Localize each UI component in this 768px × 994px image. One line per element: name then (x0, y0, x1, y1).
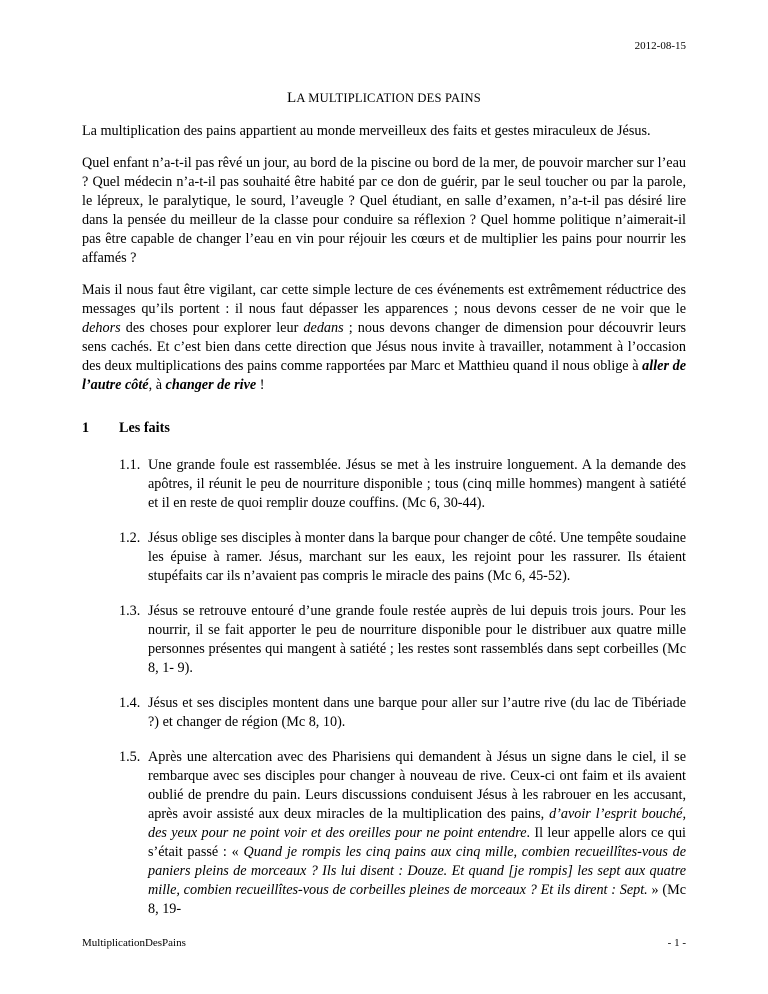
paragraph-questions: Quel enfant n’a-t-il pas rêvé un jour, au bord de la piscine ou bord de la mer, de pouvoir marcher sur l’eau ? Quel médecin n’a-t-il pas souhaité être habité par ce don de guérir, par le seul toucher ou par la parole, le lépreux, le paralytique, le sourd, l’aveugle ? Quel étudiant, en salle d’examen, n’a-t-il pas désiré lire dans la pensée du meilleur de la classe pour conduire sa réflexion ? Quel homme politique n’aimerait-il pas être capable de changer l’eau en vin pour réjouir les cœurs et de multiplier les pains pour nourrir les affamés ? (82, 155, 686, 266)
title-rest: A MULTIPLICATION DES PAINS (296, 91, 481, 105)
item-text: Jésus oblige ses disciples à monter dans la barque pour changer de côté. Une tempête soudaine les épuise à ramer. Jésus, marchant sur les eaux, les rejoint pour les rassurer. Ils étaient stupéfaits car ils n’avaient pas compris le miracle des pains (Mc 6, 45-52). (148, 530, 686, 584)
text-run: . Il leur appelle alors ce qui s’était passé : « (148, 825, 686, 860)
section-title: Les faits (119, 420, 170, 436)
footer-page-number: - 1 - (667, 937, 686, 949)
header-date: 2012-08-15 (634, 40, 686, 52)
text-run: » (Mc 8, 19- (148, 882, 686, 917)
emphasis-changer-rive: changer de rive (165, 377, 257, 393)
text-run: Après une altercation avec des Pharisiens qui demandent à Jésus un signe dans le ciel, il se rembarque avec ses disciples pour changer à nouveau de rive. Ceux-ci ont faim et ils avaient oublié de prendre du pain. Leurs discussions conduisent Jésus à les rabrouer en les accusant, après avoir assisté aux deux miracles de la multiplication des pains, (148, 749, 686, 822)
text-run: ! (256, 377, 265, 393)
item-number: 1.2. (119, 530, 141, 546)
item-number: 1.4. (119, 695, 141, 711)
emphasis-quote: d’avoir l’esprit bouché, des yeux pour ne point voir et des oreilles pour ne point entendre (148, 806, 686, 841)
paragraph-intro: La multiplication des pains appartient au monde merveilleux des faits et gestes miraculeux de Jésus. (82, 123, 651, 139)
title-first-letter: L (287, 90, 297, 106)
section-number: 1 (82, 420, 90, 436)
item-text: Jésus et ses disciples montent dans une barque pour aller sur l’autre rive (du lac de Tibériade ?) et changer de région (Mc 8, 10). (148, 695, 686, 730)
list-item (82, 602, 686, 678)
text-run: ; nous devons changer de dimension pour découvrir leurs sens cachés. Et c’est bien dans cette direction que Jésus nous invite à travailler, notamment à l’occasion des deux multiplications des pains comme rapportées par Marc et Matthieu quand il nous oblige à (82, 320, 686, 374)
emphasis-scripture: Quand je rompis les cinq pains aux cinq mille, combien recueillîtes-vous de paniers pleins de morceaux ? Ils lui disent : Douze. Et quand [je rompis] les sept aux quatre mille, combien recueillîtes-vous de corbeilles pleines de morceaux ? Et ils dirent : Sept. (148, 844, 686, 898)
item-number: 1.1. (119, 457, 141, 473)
item-number: 1.5. (119, 749, 141, 765)
item-text (148, 748, 686, 919)
text-run: , à (148, 377, 166, 393)
text-run: des choses pour explorer leur (120, 320, 304, 336)
item-text: Jésus se retrouve entouré d’une grande foule restée auprès de lui depuis trois jours. Pour les nourrir, il se fait apporter le peu de nourriture disponible pour le distribuer aux quatre mille personnes présentes qui mangent à satiété ; les restes sont rassemblés dans sept corbeilles (Mc 8, 1- 9). (148, 603, 686, 676)
document-title (0, 90, 768, 107)
section-heading (82, 419, 686, 438)
item-number: 1.3. (119, 603, 141, 619)
item-text: Une grande foule est rassemblée. Jésus se met à les instruire longuement. A la demande des apôtres, il réunit le peu de nourriture disponible ; tous (cinq mille hommes) mangent à satiété et il en reste de quoi remplir douze couffins. (Mc 6, 30-44). (148, 457, 686, 511)
list-item (82, 694, 686, 732)
emphasis-dedans: dedans (303, 320, 344, 336)
list-item (82, 748, 686, 919)
text-run: Mais il nous faut être vigilant, car cette simple lecture de ces événements est extrêmement réductrice des messages qu’ils portent : il nous faut dépasser les apparences ; nous devons cesser de ne voir que le (82, 282, 686, 317)
list-item (82, 456, 686, 513)
emphasis-autre-cote: aller de l’autre côté (82, 358, 686, 393)
document-body (82, 122, 686, 919)
emphasis-dehors: dehors (82, 320, 121, 336)
footer-filename: MultiplicationDesPains (82, 937, 186, 949)
list-item (82, 529, 686, 586)
paragraph-vigilance (82, 281, 686, 395)
